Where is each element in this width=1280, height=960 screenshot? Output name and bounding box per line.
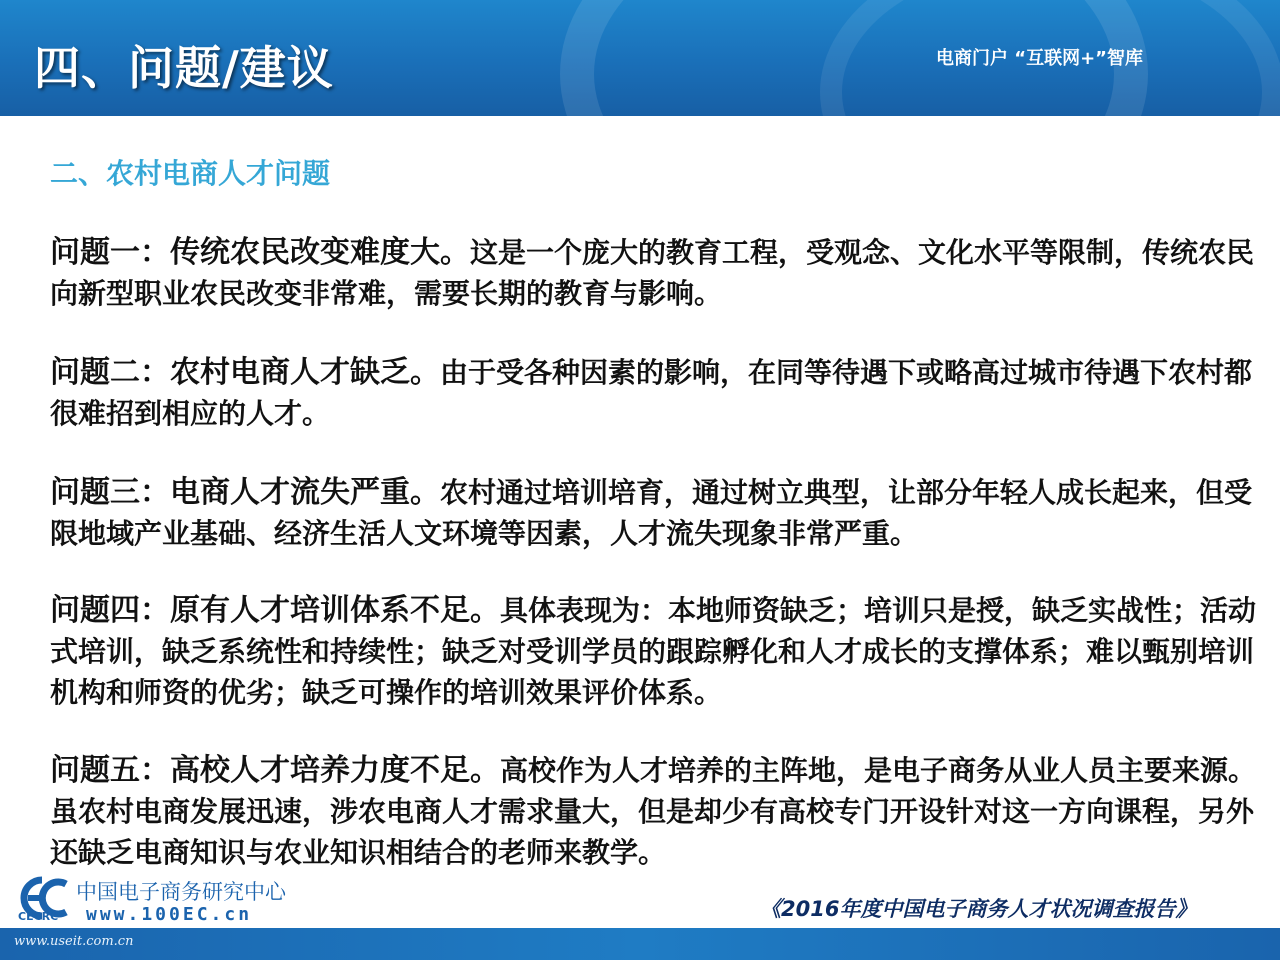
problem-item-3 <box>50 472 1260 554</box>
problem-2-lead: 问题二：农村电商人才缺乏。 <box>50 355 440 390</box>
problem-5-lead: 问题五：高校人才培养力度不足。 <box>50 753 500 788</box>
problem-2-body: 由于受各种因素的影响，在同等待遇下或略高过城市待遇下农村都很难招到相应的人才。 <box>50 356 1253 430</box>
problem-1-body: 这是一个庞大的教育工程，受观念、文化水平等限制，传统农民向新型职业农民改变非常难，需要长期的教育与影响。 <box>50 236 1255 310</box>
org-website: www.100EC.cn <box>86 904 253 925</box>
header-tagline: 电商门户 “互联网+”智库 <box>936 48 1144 69</box>
problem-3-lead: 问题三：电商人才流失严重。 <box>50 475 440 510</box>
problem-1-lead: 问题一：传统农民改变难度大。 <box>50 235 470 270</box>
section-subtitle: 二、农村电商人才问题 <box>50 157 331 190</box>
problem-item-5 <box>50 750 1260 873</box>
problem-5-body: 高校作为人才培养的主阵地，是电子商务从业人员主要来源。虽农村电商发展迅速，涉农电商人才需求量大，但是却少有高校专门开设针对这一方向课程，另外还缺乏电商知识与农业知识相结合的老师来教学。 <box>50 754 1257 869</box>
header-bar <box>0 0 1280 116</box>
problem-4-body: 具体表现为：本地师资缺乏；培训只是授，缺乏实战性；活动式培训，缺乏系统性和持续性；缺乏对受训学员的跟踪孵化和人才成长的支撑体系；难以甄别培训机构和师资的优劣；缺乏可操作的培训效果评价体系。 <box>50 594 1257 709</box>
problem-3-body: 农村通过培训培育，通过树立典型，让部分年轻人成长起来，但受限地域产业基础、经济生活人文环境等因素，人才流失现象非常严重。 <box>50 476 1253 550</box>
problem-item-2 <box>50 352 1260 434</box>
org-name: 中国电子商务研究中心 <box>76 880 286 904</box>
problem-item-4 <box>50 590 1260 713</box>
footer-url: www.useit.com.cn <box>14 934 134 949</box>
footer-bar <box>0 928 1280 960</box>
problem-4-lead: 问题四：原有人才培训体系不足。 <box>50 593 500 628</box>
report-title: 《2016年度中国电子商务人才状况调查报告》 <box>760 897 1197 921</box>
page-title: 四、问题/建议 <box>34 41 334 95</box>
problem-item-1 <box>50 232 1260 314</box>
logo-abbreviation: CECRC <box>18 910 59 923</box>
